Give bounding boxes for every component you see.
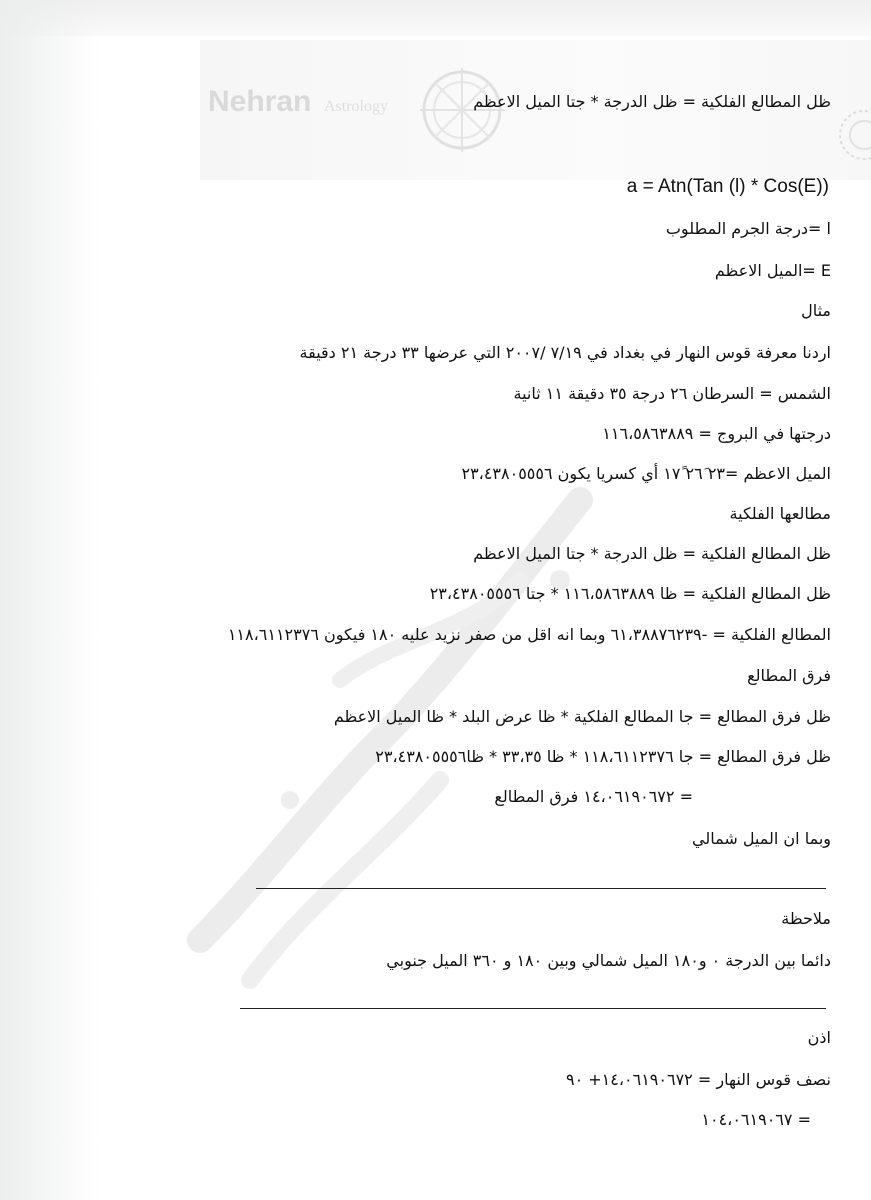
divider-bottom [240,1008,826,1009]
half-arc: نصف قوس النهار = ١٤،٠٦١٩٠٦٧٢+ ٩٠ [565,1070,831,1089]
watermark-brand-sub: Astrology [324,98,388,115]
formula-expression: a = Atn(Tan (l) * Cos(E)) [626,176,829,197]
divider-top [256,888,826,889]
example-intro: اردنا معرفة قوس النهار في بغداد في ٧/١٩ /٢٠٠٧ التي عرضها ٣٣ درجة ٢١ دقيقة [299,343,831,362]
sun-position: الشمس = السرطان ٢٦ درجة ٣٥ دقيقة ١١ ثانية [513,384,831,403]
watermark-brand: Nehran [208,85,312,118]
diff-result: = ١٤،٠٦١٩٠٦٧٢ فرق المطالع [494,787,693,806]
ra-formula: ظل المطالع الفلكية = ظل الدرجة * جتا الميل الاعظم [473,544,831,563]
north-note: وبما ان الميل شمالي [691,829,831,848]
definition-e: E =الميل الاعظم [714,261,831,280]
diff-formula: ظل فرق المطالع = جا المطالع الفلكية * ظا عرض البلد * ظا الميل الاعظم [333,707,831,726]
degree-in-signs: درجتها في البروج = ١١٦،٥٨٦٣٨٨٩ [602,424,831,443]
formula-title: ظل المطالع الفلكية = ظل الدرجة * جتا الميل الاعظم [473,92,831,111]
diff-substitution: ظل فرق المطالع = جا ١١٨،٦١١٢٣٧٦ * ظا ٣٣،٣٥ * ظا٢٣،٤٣٨٠٥٥٥٦ [375,747,831,766]
ra-result: المطالع الفلكية = -٦١،٣٨٨٧٦٢٣٩ وبما انه اقل من صفر نزيد عليه ١٨٠ فيكون ١١٨،٦١١٢٣٧٦ [227,625,831,644]
ra-substitution: ظل المطالع الفلكية = ظا ١١٦،٥٨٦٣٨٨٩ * جتا ٢٣،٤٣٨٠٥٥٥٦ [429,584,831,603]
ornament-watermark-icon [830,95,871,175]
final-result: = ١٠٤،٠٦١٩٠٦٧ [701,1110,811,1129]
note-heading: ملاحظة [781,909,831,928]
note-text: دائما بين الدرجة ٠ و١٨٠ الميل شمالي وبين ١٨٠ و ٣٦٠ الميل جنوبي [386,951,831,970]
example-heading: مثال [801,301,831,320]
scan-top-shadow [0,0,871,36]
scan-left-edge [0,0,100,1200]
ra-heading: مطالعها الفلكية [729,504,831,523]
diff-heading: فرق المطالع [747,666,831,685]
definition-l: l =درجة الجرم المطلوب [665,219,831,238]
max-declination: الميل الاعظم =٢٣ ٢٦َ ١٧ً أي كسريا يكون ٢٣،٤٣٨٠٥٥٥٦ [461,464,831,483]
therefore: اذن [807,1028,831,1047]
